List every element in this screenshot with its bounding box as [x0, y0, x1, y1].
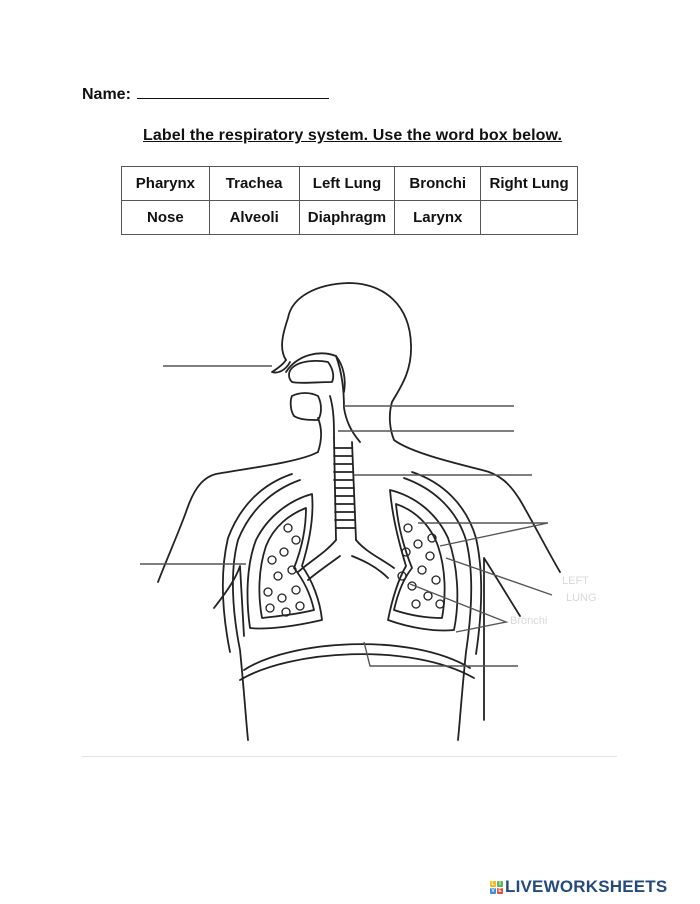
label-line-alveoli	[418, 523, 548, 546]
diaphragm	[240, 644, 474, 680]
label-line-left-lung	[446, 558, 552, 595]
name-blank-line[interactable]	[137, 84, 329, 99]
word-box-cell: Nose	[122, 201, 210, 235]
label-line-bronchi	[410, 584, 506, 632]
faint-label-bronchi: Bronchi	[510, 615, 548, 627]
word-box-row	[122, 201, 578, 235]
faint-label-left-lung-2: LUNG	[566, 592, 597, 604]
brand-name: LIVEWORKSHEETS	[505, 877, 668, 896]
word-box-cell: Left Lung	[299, 167, 395, 201]
word-box-cell-empty	[481, 201, 578, 235]
word-box-table	[121, 166, 578, 235]
name-field	[82, 84, 329, 104]
word-box-cell: Pharynx	[122, 167, 210, 201]
liveworksheets-logo	[490, 877, 667, 897]
name-label: Name:	[82, 86, 131, 103]
word-box-cell: Alveoli	[209, 201, 299, 235]
faint-label-left-lung-1: LEFT	[562, 575, 589, 587]
word-box-cell: Larynx	[395, 201, 481, 235]
trachea	[334, 438, 356, 540]
word-box-cell: Right Lung	[481, 167, 578, 201]
label-line-diaphragm	[364, 642, 518, 666]
instructions-heading: Label the respiratory system. Use the word box below.	[143, 127, 563, 144]
bottom-divider	[82, 756, 617, 757]
logo-icon: L I V E	[491, 880, 502, 894]
left-shoulder	[158, 452, 318, 582]
left-lung-outline	[388, 490, 457, 631]
right-lung-outline	[248, 494, 322, 629]
word-box-row	[122, 167, 578, 201]
word-box-cell: Bronchi	[395, 167, 481, 201]
word-box-cell: Diaphragm	[299, 201, 395, 235]
word-box-cell: Trachea	[209, 167, 299, 201]
